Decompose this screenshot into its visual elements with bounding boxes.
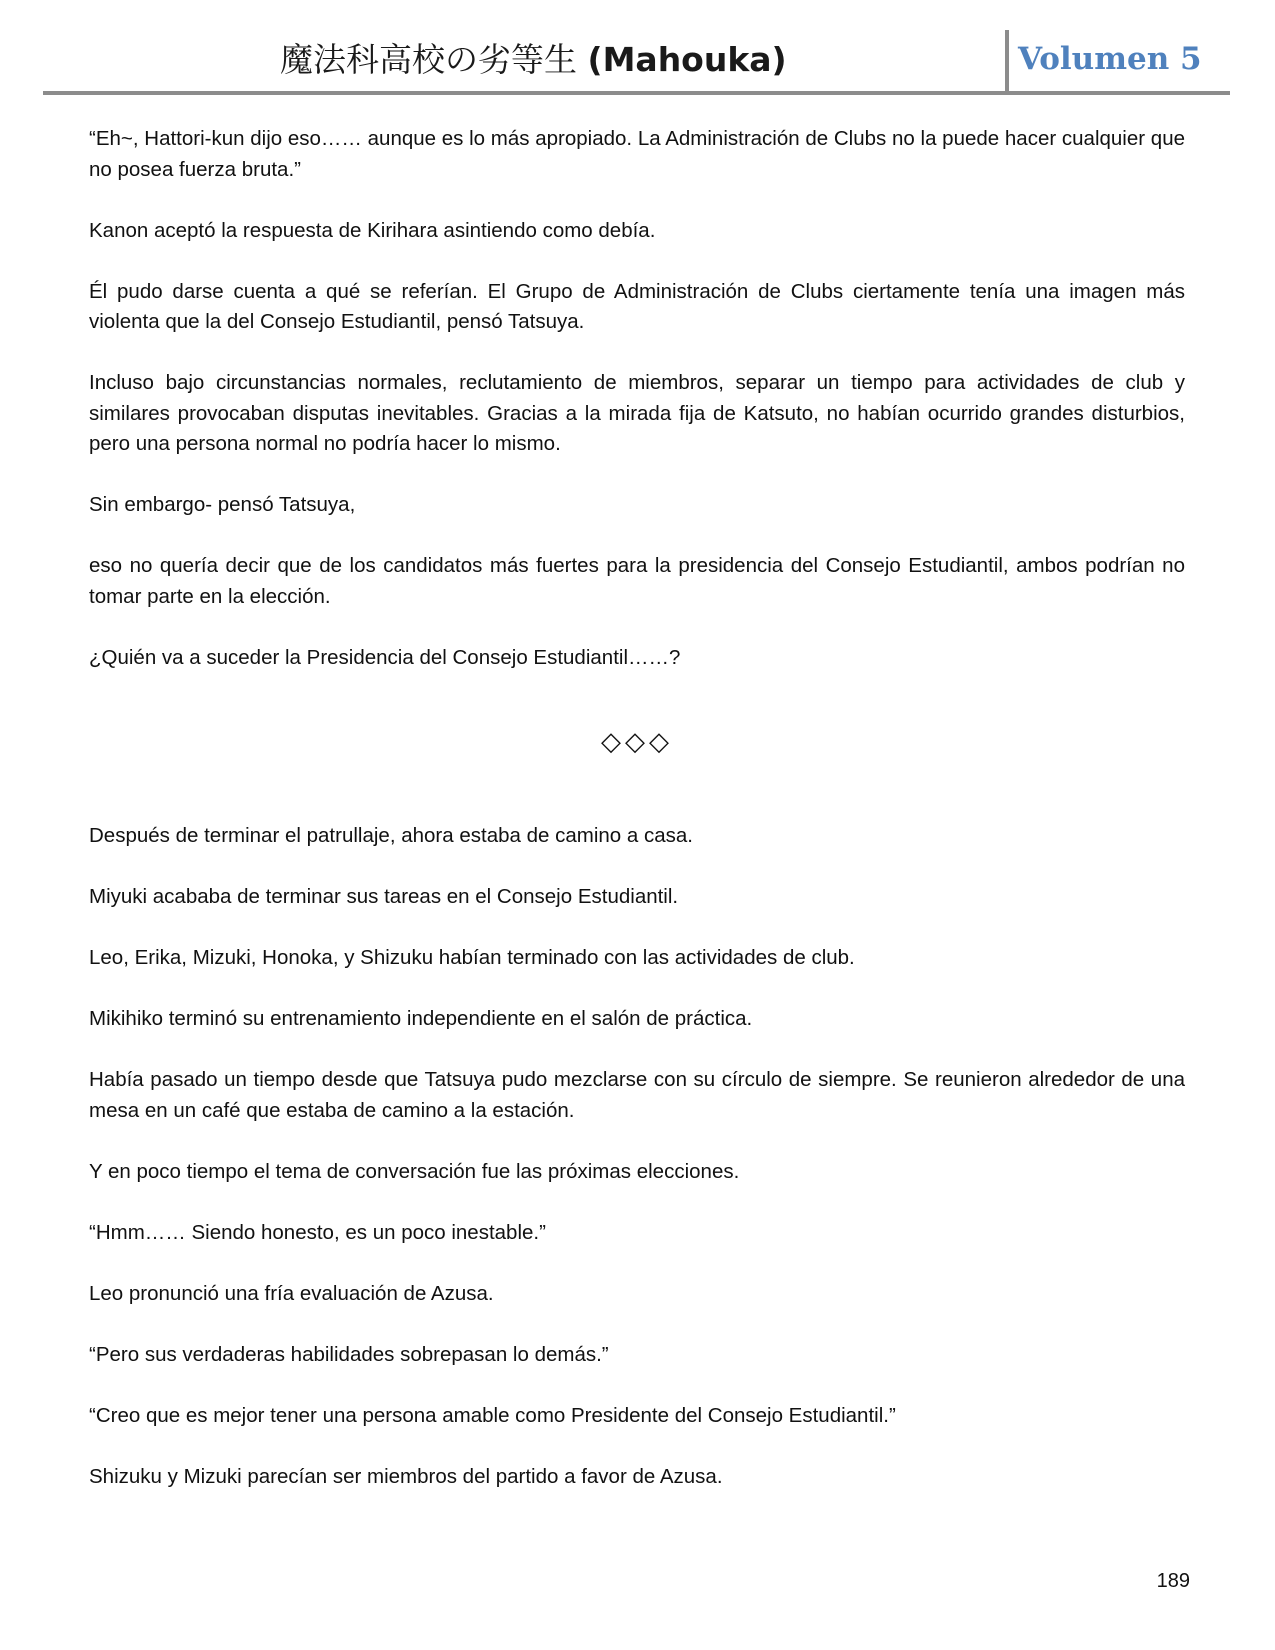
paragraph: ¿Quién va a suceder la Presidencia del Consejo Estudiantil……? [89,645,681,669]
page-header [0,0,1275,96]
paragraph: “Pero sus verdaderas habilidades sobrepasan lo demás.” [89,1342,609,1366]
paragraph: eso no quería decir que de los candidatos más fuertes para la presidencia del Consejo Estudiantil, ambos podrían no tomar parte en la elección. [89,554,1185,608]
page-number: 189 [1156,1570,1190,1592]
paragraph: Mikihiko terminó su entrenamiento independiente en el salón de práctica. [89,1007,753,1030]
paragraph: Había pasado un tiempo desde que Tatsuya pudo mezclarse con su círculo de siempre. Se reunieron alrededor de una mesa en un café que estaba de camino a la estación. [89,1068,1185,1122]
paragraph: “Creo que es mejor tener una persona amable como Presidente del Consejo Estudiantil.” [89,1403,896,1427]
paragraph: Kanon aceptó la respuesta de Kirihara asintiendo como debía. [89,218,656,242]
paragraph: Él pudo darse cuenta a qué se referían. El Grupo de Administración de Clubs ciertamente tenía una imagen más violenta que la del Consejo Estudiantil, pensó Tatsuya. [89,279,1185,333]
paragraph: Incluso bajo circunstancias normales, reclutamiento de miembros, separar un tiempo para actividades de club y similares provocaban disputas inevitables. Gracias a la mirada fija de Katsuto, no habían ocurrido grandes disturbios, pero una persona normal no podría hacer lo mismo. [89,371,1185,455]
paragraph: Leo pronunció una fría evaluación de Azusa. [89,1281,494,1305]
paragraph: Sin embargo- pensó Tatsuya, [89,493,356,516]
paragraph: Leo, Erika, Mizuki, Honoka, y Shizuku habían terminado con las actividades de club. [89,946,855,969]
header-rule [43,91,1230,95]
page-body [89,124,1185,1523]
volume-label: Volumen 5 [1018,41,1202,77]
book-title-japanese: 魔法科高校の劣等生 [280,40,577,79]
paragraph: Después de terminar el patrullaje, ahora estaba de camino a casa. [89,824,693,847]
book-title-latin: (Mahouka) [587,40,787,79]
paragraph: Shizuku y Mizuki parecían ser miembros del partido a favor de Azusa. [89,1464,723,1488]
book-title [280,38,787,82]
paragraph: Y en poco tiempo el tema de conversación fue las próximas elecciones. [89,1159,740,1183]
header-divider [1005,30,1009,92]
scene-break-diamonds: ◇◇◇ [601,727,673,757]
paragraph: “Eh~, Hattori-kun dijo eso…… aunque es lo más apropiado. La Administración de Clubs no la puede hacer cualquier que no posea fuerza bruta.” [89,127,1185,181]
paragraph: Miyuki acababa de terminar sus tareas en el Consejo Estudiantil. [89,885,679,908]
paragraph: “Hmm…… Siendo honesto, es un poco inestable.” [89,1220,546,1244]
